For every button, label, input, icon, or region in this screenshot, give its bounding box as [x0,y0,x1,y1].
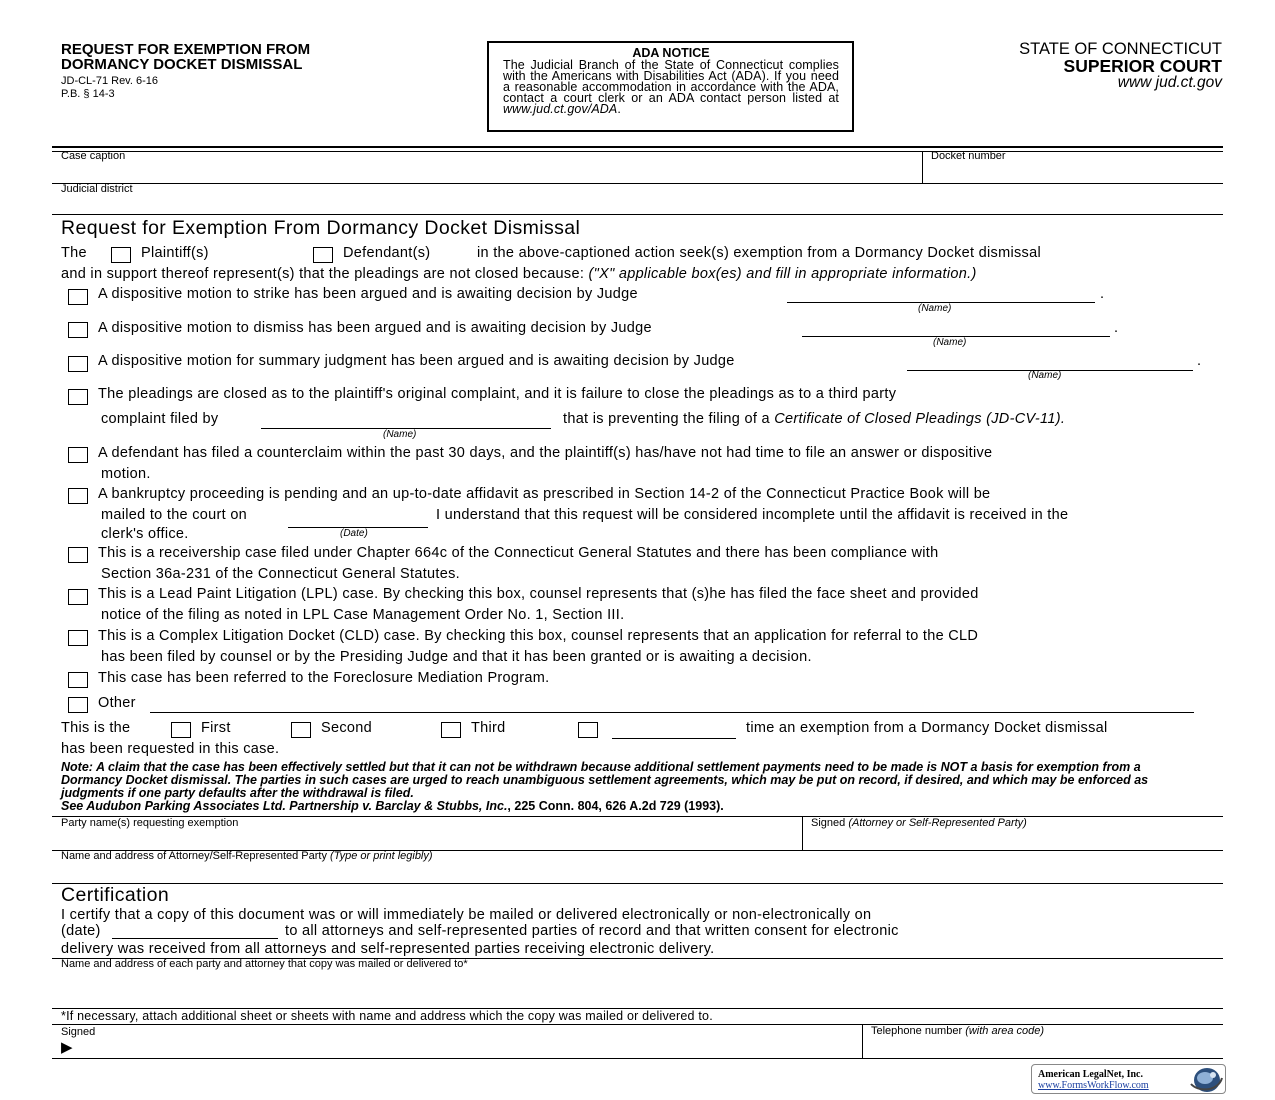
footer-logo [1031,1064,1226,1094]
option-bankruptcy-text-4: clerk's office. [101,526,189,542]
third-checkbox[interactable] [441,722,461,738]
option-other-checkbox[interactable] [68,697,88,713]
court-name: SUPERIOR COURT [1063,56,1222,76]
section-heading-request: Request for Exemption From Dormancy Docket Dismissal [61,217,581,239]
option-bankruptcy-text: A bankruptcy proceeding is pending and an up-to-date affidavit as prescribed in Section 14-2 of the Connecticut Practice Book will be [98,486,991,502]
option-lpl-checkbox[interactable] [68,589,88,605]
option-bankruptcy-text-2: mailed to the court on [101,507,248,523]
second-label: Second [321,720,372,736]
cert-signed-label: Signed [61,1026,96,1038]
ada-notice-title: ADA NOTICE [632,46,710,60]
option-counterclaim-checkbox[interactable] [68,447,88,463]
court-header [1019,41,1222,90]
option-bankruptcy-checkbox[interactable] [68,488,88,504]
divider [52,214,1223,215]
first-checkbox[interactable] [171,722,191,738]
docket-number-label: Docket number [931,150,1006,162]
practice-book-ref: P.B. § 14-3 [61,88,115,100]
court-website[interactable]: www jud.ct.gov [1117,74,1222,91]
the-label: The [61,245,87,261]
globe-icon [1188,1066,1224,1093]
date-caption: (Date) [340,528,368,539]
divider [52,1024,1223,1025]
option-dismiss-text: A dispositive motion to dismiss has been argued and is awaiting decision by Judge [98,320,652,336]
mailed-to-label: Name and address of each party and attorney that copy was mailed or delivered to* [61,958,468,970]
other-count-checkbox[interactable] [578,722,598,738]
name-caption: (Name) [933,337,967,348]
option-third-party-checkbox[interactable] [68,389,88,405]
name-caption: (Name) [383,429,417,440]
intro-text: in the above-captioned action seek(s) exemption from a Dormancy Docket dismissal [477,245,1041,261]
certification-line1: I certify that a copy of this document was or will immediately be mailed or delivered electronically or non-electronically on [61,907,872,923]
attorney-label: Name and address of Attorney/Self-Represented Party (Type or print legibly) [61,850,433,862]
case-caption-label: Case caption [61,150,126,162]
form-title-line1: REQUEST FOR EXEMPTION FROM [61,41,311,58]
option-lpl-text: This is a Lead Paint Litigation (LPL) case. By checking this box, counsel represents that (s)he has filed the face sheet and provided [98,586,979,602]
option-bankruptcy-text-3: I understand that this request will be considered incomplete until the affidavit is received in the [436,507,1069,523]
form-number: JD-CL-71 Rev. 6-16 [61,75,158,87]
name-caption: (Name) [1028,370,1062,381]
note-block [61,761,1203,813]
option-cld-text: This is a Complex Litigation Docket (CLD) case. By checking this box, counsel represents that an application for referral to the CLD [98,628,979,644]
option-lpl-text-2: notice of the filing as noted in LPL Case Management Order No. 1, Section III. [101,607,625,623]
option-third-party-text-3: that is preventing the filing of a Certificate of Closed Pleadings (JD-CV-11). [563,411,1066,427]
divider [862,1024,863,1058]
option-other-text: Other [98,695,136,711]
divider [52,151,1223,152]
option-third-party-text: The pleadings are closed as to the plaintiff's original complaint, and it is failure to close the pleadings as to a third party [98,386,897,402]
ada-notice-box [487,41,854,132]
plaintiff-checkbox[interactable] [111,247,131,263]
defendant-label: Defendant(s) [343,245,431,261]
support-text: and in support thereof represent(s) that the pleadings are not closed because: ("X" applicable box(es) and fill in appropriate information.) [61,266,977,282]
ada-link[interactable]: www.jud.ct.gov/ADA [503,102,618,116]
certification-date-field[interactable] [112,938,278,939]
company-name: American LegalNet, Inc. [1038,1069,1143,1080]
time-rest-text: time an exemption from a Dormancy Docket dismissal [746,720,1108,736]
option-strike-text: A dispositive motion to strike has been argued and is awaiting decision by Judge [98,286,638,302]
option-dismiss-checkbox[interactable] [68,322,88,338]
option-receivership-checkbox[interactable] [68,547,88,563]
telephone-label: Telephone number (with area code) [871,1025,1045,1037]
option-fmp-text: This case has been referred to the Foreclosure Mediation Program. [98,670,550,686]
option-summary-text: A dispositive motion for summary judgment has been argued and is awaiting decision by Judge [98,353,735,369]
certification-line2: to all attorneys and self-represented parties of record and that written consent for electronic [285,923,899,939]
this-is-the-label: This is the [61,720,131,736]
first-label: First [201,720,231,736]
name-caption: (Name) [918,303,952,314]
divider [52,1058,1223,1059]
certification-line3: delivery was received from all attorneys and self-represented parties receiving electronic delivery. [61,941,715,957]
second-checkbox[interactable] [291,722,311,738]
third-label: Third [471,720,506,736]
judicial-district-label: Judicial district [61,183,133,195]
divider [52,146,1223,148]
option-fmp-checkbox[interactable] [68,672,88,688]
company-url[interactable]: www.FormsWorkFlow.com [1038,1080,1149,1091]
section-heading-certification: Certification [61,884,170,906]
divider [802,816,803,850]
divider [52,183,1223,184]
form-title-line2: DORMANCY DOCKET DISMISSAL [61,56,303,73]
other-reason-field[interactable] [150,712,1194,713]
option-counterclaim-text-2: motion. [101,466,151,482]
requested-text: has been requested in this case. [61,741,280,757]
certification-date-label: (date) [61,923,101,939]
party-names-label: Party name(s) requesting exemption [61,817,239,829]
defendant-checkbox[interactable] [313,247,333,263]
option-counterclaim-text: A defendant has filed a counterclaim within the past 30 days, and the plaintiff(s) has/have not had time to file an answer or dispositive [98,445,993,461]
option-summary-checkbox[interactable] [68,356,88,372]
divider [52,883,1223,884]
option-strike-checkbox[interactable] [68,289,88,305]
footnote-text: *If necessary, attach additional sheet or sheets with name and address which the copy was mailed or delivered to. [61,1009,713,1023]
option-cld-text-2: has been filed by counsel or by the Presiding Judge and that it has been granted or is awaiting a decision. [101,649,812,665]
note-citation: See Audubon Parking Associates Ltd. Partnership v. Barclay & Stubbs, Inc., 225 Conn. 804, 626 A.2d 729 (1993). [61,799,724,813]
divider [922,151,923,184]
option-receivership-text: This is a receivership case filed under Chapter 664c of the Connecticut General Statutes and there has been compliance with [98,545,939,561]
option-third-party-text-2: complaint filed by [101,411,219,427]
signature-arrow-icon: ▶ [61,1039,73,1056]
option-cld-checkbox[interactable] [68,630,88,646]
state-name: STATE OF CONNECTICUT [1019,40,1222,58]
signed-label: Signed (Attorney or Self-Represented Party) [811,817,1027,829]
other-count-field[interactable] [612,738,736,739]
option-receivership-text-2: Section 36a-231 of the Connecticut General Statutes. [101,566,460,582]
form-title [61,42,310,72]
note-text: Note: A claim that the case has been effectively settled but that it can not be withdrawn because additional settlement payments need to be made is NOT a basis for exemption from a Dormancy Docket dismissal. The parties in such cases are urged to reach unambiguous settlement agreements, which may be put on record, if desired, and which may be enforced as judgments if one party defaults after the withdrawal is filed. [61,760,1149,800]
plaintiff-label: Plaintiff(s) [141,245,209,261]
ada-notice-body: The Judicial Branch of the State of Connecticut complies with the Americans with Disabilities Act (ADA). If you need a reasonable accommodation in accordance with the ADA, contact a court clerk or an ADA contact person listed at www.jud.ct.gov/ADA. [503,58,839,116]
form-meta [61,75,158,101]
